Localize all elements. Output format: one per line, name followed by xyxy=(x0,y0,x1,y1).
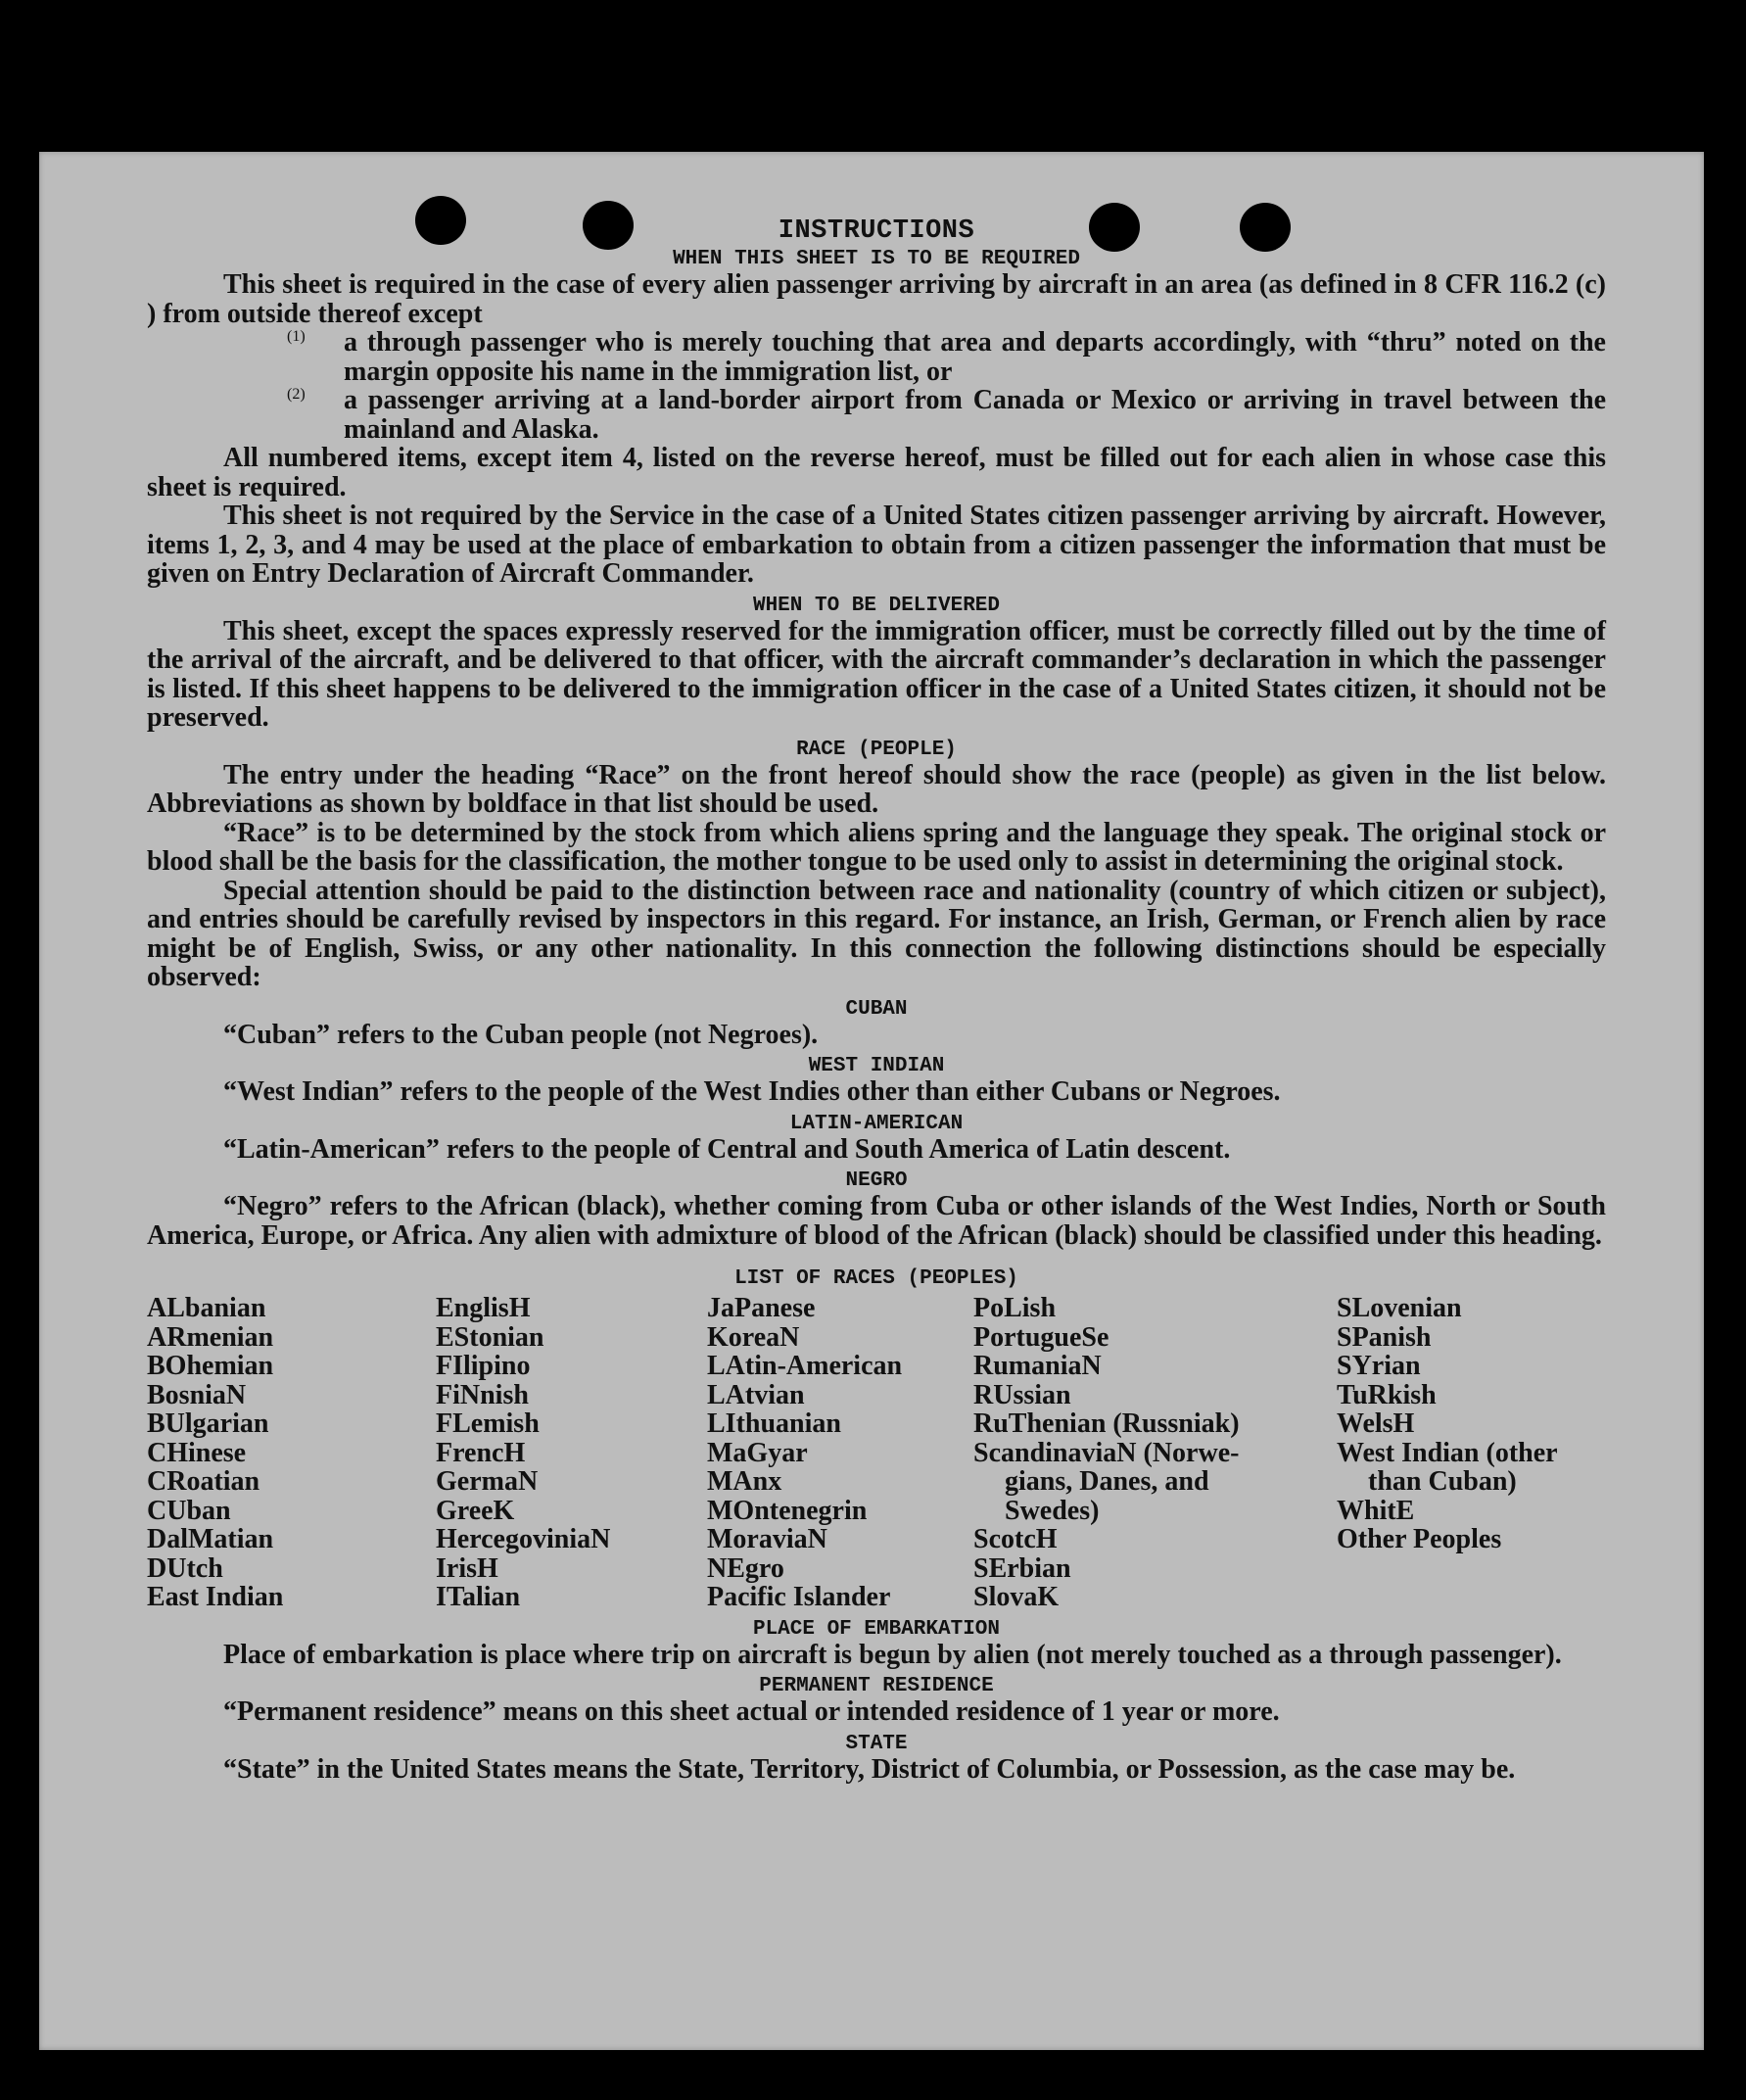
race-entry: SlovaK xyxy=(973,1582,1060,1612)
race-entry: BosniaN xyxy=(147,1379,247,1410)
race-entry: Pacific Islander xyxy=(707,1582,891,1612)
paragraph: This sheet is required in the case of every alien passenger arriving by aircraft in an area (as defined in 8 CFR 116.2 (c) ) from outside thereof except xyxy=(147,269,1606,329)
races-column-5 xyxy=(1337,1294,1606,1612)
paragraph: Special attention should be paid to the distinction between race and nationality (country of which citizen or subject), and entries should be carefully revised by inspectors in this regard. For instance, an Irish, German, or French alien by race might be of English, Swiss, or any other nationality. In this connection the following distinctions should be especially observed: xyxy=(147,875,1606,992)
race-entry: SErbian xyxy=(973,1552,1071,1584)
section-heading-race: RACE (PEOPLE) xyxy=(796,738,957,761)
race-entry: WelsH xyxy=(1337,1408,1415,1439)
race-entry: LAtvian xyxy=(707,1379,805,1410)
race-entry: FLemish xyxy=(436,1408,540,1439)
races-column-1 xyxy=(147,1294,436,1612)
race-entry: MoraviaN xyxy=(707,1524,827,1554)
race-entry: PoLish xyxy=(973,1293,1057,1323)
paragraph: “Cuban” refers to the Cuban people (not Negroes). xyxy=(223,1019,819,1050)
race-entry: RuThenian (Russniak) xyxy=(973,1408,1240,1439)
paragraph: Place of embarkation is place where trip on aircraft is begun by alien (not merely touched as a through passenger). xyxy=(223,1639,1562,1670)
race-entry: DalMatian xyxy=(147,1524,274,1554)
section-heading-state: STATE xyxy=(845,1732,908,1755)
list-text: a through passenger who is merely touching that area and departs accordingly, with “thru” noted on the margin opposite his name in the immigration list, or xyxy=(344,327,1606,387)
list-item xyxy=(147,386,1606,444)
race-entry: WhitE xyxy=(1337,1495,1415,1526)
section-heading-west-indian: WEST INDIAN xyxy=(808,1055,945,1077)
race-entry: FIlipino xyxy=(436,1351,531,1381)
section-heading-required: WHEN THIS SHEET IS TO BE REQUIRED xyxy=(673,248,1080,270)
instructions-content xyxy=(147,216,1606,1784)
race-entry: West Indian (other xyxy=(1337,1437,1558,1468)
race-entry: MAnx xyxy=(707,1466,782,1497)
paragraph: “Negro” refers to the African (black), whether coming from Cuba or other islands of the West Indies, North or South America, Europe, or Africa. Any alien with admixture of blood of the African (black) should be classified under this heading. xyxy=(147,1191,1606,1251)
race-entry: CHinese xyxy=(147,1437,247,1468)
page-title: INSTRUCTIONS xyxy=(778,216,975,246)
race-entry: CUban xyxy=(147,1495,231,1526)
list-number: (2) xyxy=(287,386,306,403)
race-entry: LAtin-American xyxy=(707,1351,903,1381)
paragraph: This sheet, except the spaces expressly reserved for the immigration officer, must be correctly filled out by the time of the arrival of the aircraft, and be delivered to that officer, with the aircraft commander’s declaration in which the passenger is listed. If this sheet happens to be delivered to the immigration officer in the case of a United States citizen, it should not be preserved. xyxy=(147,615,1606,733)
list-item xyxy=(147,328,1606,386)
race-entry-continued: than Cuban) xyxy=(1368,1466,1517,1497)
race-entry: RumaniaN xyxy=(973,1351,1102,1381)
race-entry: KoreaN xyxy=(707,1321,800,1353)
paragraph: “West Indian” refers to the people of the West Indies other than either Cubans or Negroes. xyxy=(223,1076,1281,1107)
race-entry: LIthuanian xyxy=(707,1408,841,1439)
race-entry: GermaN xyxy=(436,1466,539,1497)
races-column-4 xyxy=(973,1294,1337,1612)
race-entry: EStonian xyxy=(436,1321,544,1353)
race-entry: PortugueSe xyxy=(973,1321,1109,1353)
race-entry: IrisH xyxy=(436,1552,498,1584)
race-entry: FrencH xyxy=(436,1437,526,1468)
race-entry: ScotcH xyxy=(973,1524,1058,1554)
race-entry: CRoatian xyxy=(147,1466,260,1497)
paragraph: This sheet is not required by the Service in the case of a United States citizen passenger arriving by aircraft. However, items 1, 2, 3, and 4 may be used at the place of embarkation to obtain from a citizen passenger the information that must be given on Entry Declaration of Aircraft Commander. xyxy=(147,501,1606,589)
section-heading-delivered: WHEN TO BE DELIVERED xyxy=(752,594,1001,617)
race-entry: SPanish xyxy=(1337,1321,1432,1353)
race-entry: Other Peoples xyxy=(1337,1524,1502,1554)
race-entry-continued: gians, Danes, and xyxy=(1005,1466,1209,1497)
list-number: (1) xyxy=(287,328,306,345)
race-entry: EnglisH xyxy=(436,1293,531,1323)
paragraph: “State” in the United States means the State, Territory, District of Columbia, or Possession, as the case may be. xyxy=(223,1753,1516,1785)
paragraph: All numbered items, except item 4, listed on the reverse hereof, must be filled out for each alien in whose case this sheet is required. xyxy=(147,443,1606,502)
race-entry: FiNnish xyxy=(436,1379,529,1410)
list-text: a passenger arriving at a land-border airport from Canada or Mexico or arriving in travel between the mainland and Alaska. xyxy=(344,385,1606,445)
race-entry: HercegoviniaN xyxy=(436,1524,611,1554)
paragraph: The entry under the heading “Race” on the front hereof should show the race (people) as given in the list below. Abbreviations as shown by boldface in that list should be used. xyxy=(147,759,1606,819)
race-entry: NEgro xyxy=(707,1552,784,1584)
section-heading-latin-american: LATIN-AMERICAN xyxy=(789,1112,964,1135)
section-heading-list-of-races: LIST OF RACES (PEOPLES) xyxy=(734,1267,1018,1290)
race-entry: JaPanese xyxy=(707,1293,816,1323)
race-entry: TuRkish xyxy=(1337,1379,1437,1410)
paragraph: “Permanent residence” means on this sheet actual or intended residence of 1 year or more. xyxy=(223,1696,1280,1727)
section-heading-residence: PERMANENT RESIDENCE xyxy=(759,1675,994,1697)
race-entry: DUtch xyxy=(147,1552,223,1584)
race-entry: RUssian xyxy=(973,1379,1071,1410)
race-entry: SLovenian xyxy=(1337,1293,1462,1323)
race-entry: BOhemian xyxy=(147,1351,274,1381)
race-entry: BUlgarian xyxy=(147,1408,269,1439)
race-entry: ALbanian xyxy=(147,1293,266,1323)
paragraph: “Race” is to be determined by the stock from which aliens spring and the language they speak. The original stock or blood shall be the basis for the classification, the mother tongue to be used only to assist in determining the original stock. xyxy=(147,817,1606,877)
race-entry: ScandinaviaN (Norwe- xyxy=(973,1437,1240,1468)
section-heading-negro: NEGRO xyxy=(845,1169,908,1192)
race-entry: MaGyar xyxy=(707,1437,808,1468)
race-entry-continued: Swedes) xyxy=(1005,1495,1100,1526)
races-column-2 xyxy=(436,1294,707,1612)
race-entry: GreeK xyxy=(436,1495,515,1526)
section-heading-cuban: CUBAN xyxy=(845,997,908,1021)
races-list xyxy=(147,1294,1606,1612)
race-entry: East Indian xyxy=(147,1582,284,1612)
paragraph: “Latin-American” refers to the people of Central and South America of Latin descent. xyxy=(223,1133,1231,1165)
race-entry: SYrian xyxy=(1337,1351,1421,1381)
race-entry: MOntenegrin xyxy=(707,1495,868,1526)
race-entry: ITalian xyxy=(436,1582,521,1612)
races-column-3 xyxy=(707,1294,973,1612)
section-heading-embarkation: PLACE OF EMBARKATION xyxy=(752,1617,1001,1641)
document-page xyxy=(39,152,1704,2050)
race-entry: ARmenian xyxy=(147,1321,274,1353)
